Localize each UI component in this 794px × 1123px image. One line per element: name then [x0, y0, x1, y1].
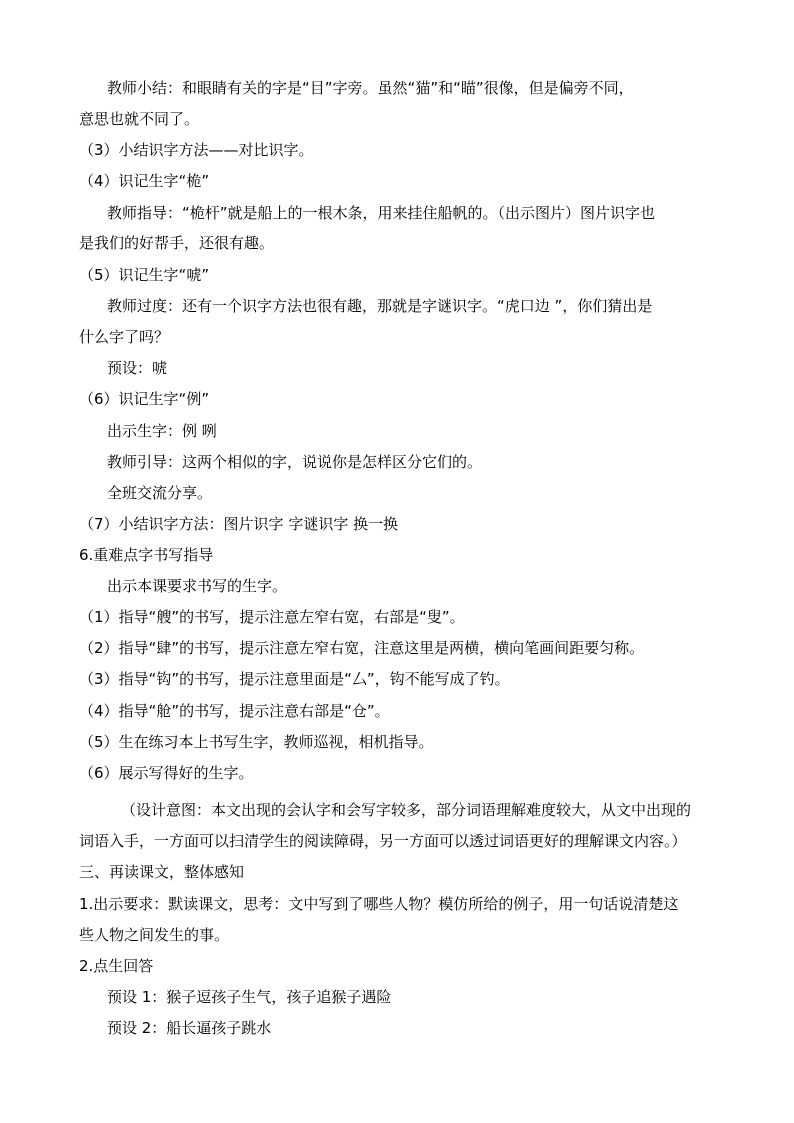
- paragraph-line: 出示本课要求书写的生字。: [107, 577, 288, 595]
- paragraph-line: 教师引导：这两个相似的字，说说你是怎样区分它们的。: [107, 453, 483, 471]
- paragraph-line: 是我们的好帮手，还很有趣。: [79, 234, 275, 252]
- paragraph-line: 出示生字：例 咧: [107, 422, 217, 440]
- paragraph-line: 意思也就不同了。: [79, 110, 200, 128]
- list-item: （7）小结识字方法：图片识字 字谜识字 换一换: [79, 515, 399, 533]
- list-item: （3）指导“钩”的书写，提示注意里面是“厶”，钩不能写成了钓。: [79, 670, 510, 688]
- list-item: （4）识记生字“桅”: [79, 172, 210, 190]
- paragraph-line: 预设 1：猴子逗孩子生气，孩子追猴子遇险: [107, 988, 392, 1006]
- paragraph-line: 些人物之间发生的事。: [79, 926, 230, 944]
- paragraph-line: 教师小结：和眼睛有关的字是“目”字旁。虽然“猫”和“瞄”很像，但是偏旁不同，: [107, 79, 634, 97]
- list-item: （6）展示写得好的生字。: [79, 764, 254, 782]
- paragraph-line: 全班交流分享。: [107, 484, 213, 502]
- section-heading: 2.点生回答: [79, 957, 154, 975]
- paragraph-line: 教师指导：“桅杆”就是船上的一根木条，用来挂住船帆的。（出示图片）图片识字也: [107, 204, 656, 222]
- paragraph-line: 1.出示要求：默读课文，思考：文中写到了哪些人物？模仿所给的例子，用一句话说清楚这: [79, 895, 679, 913]
- section-heading: 6.重难点字书写指导: [79, 546, 214, 564]
- list-item: （6）识记生字“例”: [79, 390, 210, 408]
- paragraph-line: 预设 2：船长逼孩子跳水: [107, 1019, 272, 1037]
- list-item: （5）生在练习本上书写生字，教师巡视，相机指导。: [79, 733, 434, 751]
- section-heading: 三、再读课文，整体感知: [79, 863, 245, 881]
- design-note-line: 词语入手，一方面可以扫清学生的阅读障碍，另一方面可以透过词语更好的理解课文内容。）: [79, 832, 687, 850]
- list-item: （3）小结识字方法——对比识字。: [79, 141, 314, 159]
- design-note-line: （设计意图：本文出现的会认字和会写字较多，部分词语理解难度较大，从文中出现的: [121, 801, 692, 819]
- paragraph-line: 预设：唬: [107, 359, 168, 377]
- list-item: （4）指导“舱”的书写，提示注意右部是“仓”。: [79, 702, 390, 720]
- paragraph-line: 教师过度：还有一个识字方法也很有趣，那就是字谜识字。“虎口边 ”，你们猜出是: [107, 297, 653, 315]
- list-item: （5）识记生字“唬”: [79, 266, 210, 284]
- list-item: （2）指导“肆”的书写，提示注意左窄右宽，注意这里是两横，横向笔画间距要匀称。: [79, 639, 645, 657]
- paragraph-line: 什么字了吗？: [79, 328, 170, 346]
- list-item: （1）指导“艘”的书写，提示注意左窄右宽，右部是“叟”。: [79, 608, 465, 626]
